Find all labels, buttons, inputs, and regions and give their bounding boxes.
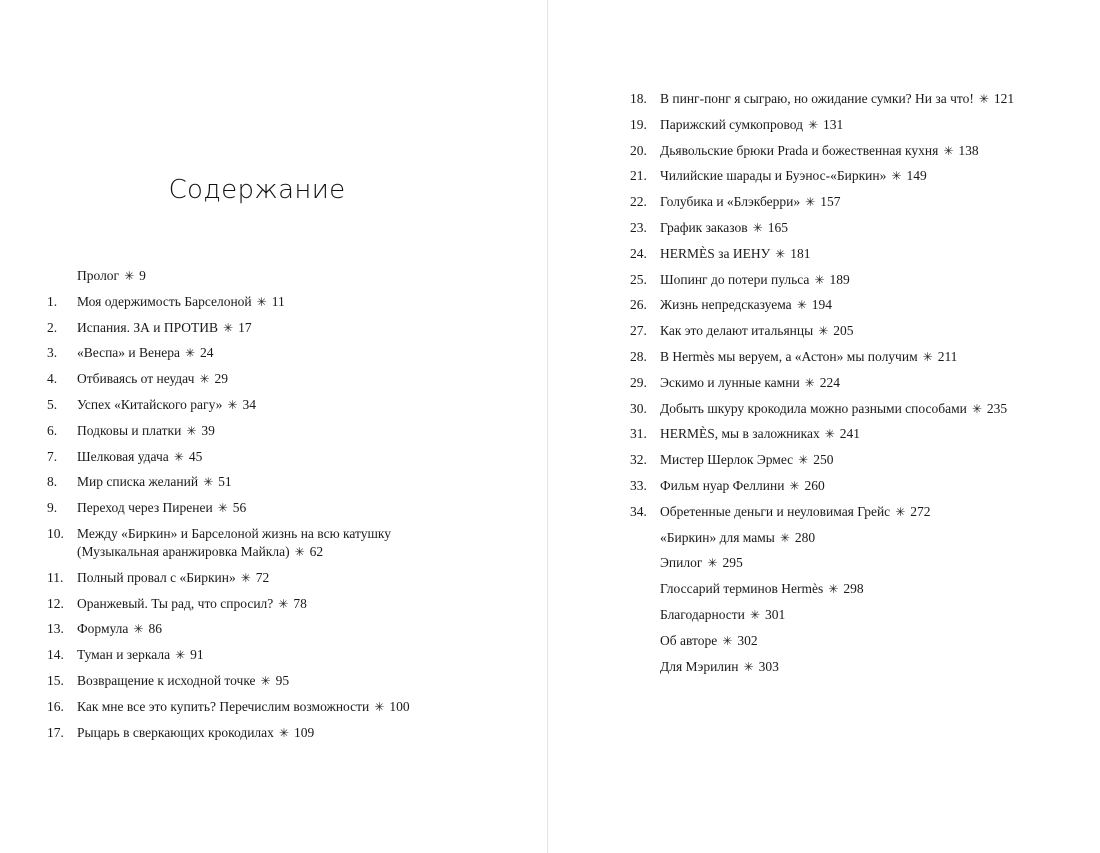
toc-entry (47, 646, 517, 672)
chapter-title-line: Как мне все это купить? Перечислим возможности (77, 698, 370, 714)
toc-entry (630, 167, 1090, 193)
chapter-title (77, 473, 517, 491)
chapter-title (77, 267, 517, 285)
chapter-title-line: Пролог (77, 268, 120, 283)
chapter-title-line: «Биркин» для мамы (660, 529, 775, 545)
chapter-title (77, 293, 517, 311)
asterisk-separator-icon: ✳ (175, 648, 186, 663)
chapter-title-line: Об авторе (660, 632, 718, 648)
asterisk-separator-icon: ✳ (278, 596, 289, 611)
chapter-number: 22. (630, 194, 647, 210)
page-number: 100 (389, 698, 410, 714)
chapter-title-line: Благодарности (660, 606, 745, 622)
page-number: 86 (148, 621, 162, 637)
asterisk-separator-icon: ✳ (203, 475, 214, 490)
toc-entry (630, 322, 1090, 348)
page-title: Содержание (168, 175, 346, 206)
toc-entry (47, 319, 517, 345)
chapter-title-line: График заказов (660, 219, 748, 235)
chapter-title-line: Оранжевый. Ты рад, что спросил? (77, 595, 274, 611)
chapter-title (660, 116, 1090, 134)
chapter-number: 11. (47, 569, 64, 585)
chapter-title (77, 620, 517, 638)
page-number: 165 (767, 219, 788, 235)
asterisk-separator-icon: ✳ (217, 501, 228, 516)
chapter-title (660, 90, 1090, 108)
page-number: 241 (839, 426, 861, 442)
chapter-number: 2. (47, 319, 58, 335)
page-number: 302 (737, 632, 758, 648)
chapter-title-line: Туман и зеркала (77, 647, 171, 663)
asterisk-separator-icon: ✳ (891, 169, 902, 184)
chapter-title-line: HERMÈS, мы в заложниках (660, 426, 820, 442)
chapter-title (660, 167, 1090, 185)
asterisk-separator-icon: ✳ (184, 346, 196, 361)
toc-entry (47, 672, 517, 698)
chapter-title (660, 219, 1090, 237)
page-number: 51 (218, 474, 232, 490)
toc-entry (630, 271, 1090, 297)
page-number: 235 (986, 400, 1008, 416)
page-gutter (547, 0, 548, 853)
toc-entry (47, 344, 517, 370)
chapter-title-line: Обретенные деньги и неуловимая Грейс (660, 503, 891, 519)
page-number: 56 (232, 500, 247, 516)
asterisk-separator-icon: ✳ (133, 622, 144, 637)
chapter-title-line: Подковы и платки (77, 422, 182, 438)
toc-entry (47, 293, 517, 319)
chapter-number: 20. (630, 142, 647, 158)
asterisk-separator-icon: ✳ (223, 320, 234, 335)
chapter-title-line: (Музыкальная аранжировка Майкла) (77, 543, 290, 559)
page-number: 211 (937, 348, 958, 364)
chapter-title-line: Добыть шкуру крокодила можно разными способами (660, 400, 967, 416)
page-number: 11 (271, 293, 285, 309)
toc-entry (630, 503, 1090, 529)
toc-entry (630, 296, 1090, 322)
asterisk-separator-icon: ✳ (818, 324, 829, 339)
page-number: 9 (139, 268, 146, 283)
chapter-title (660, 271, 1090, 289)
chapter-number: 9. (47, 500, 58, 516)
page-number: 303 (758, 658, 779, 674)
chapter-title (77, 344, 517, 362)
asterisk-separator-icon: ✳ (814, 272, 825, 287)
chapter-title (77, 448, 517, 466)
toc-entry (47, 473, 517, 499)
page-number: 24 (200, 345, 214, 361)
chapter-title-line: Моя одержимость Барселоной (77, 293, 252, 309)
asterisk-separator-icon: ✳ (374, 699, 385, 714)
chapter-title-line: Эскимо и лунные камни (660, 374, 800, 390)
chapter-title (77, 698, 517, 716)
chapter-number: 15. (47, 672, 64, 688)
chapter-title (77, 672, 517, 690)
asterisk-separator-icon: ✳ (943, 143, 954, 158)
chapter-number: 26. (630, 297, 647, 313)
asterisk-separator-icon: ✳ (227, 397, 238, 412)
chapter-number: 12. (47, 595, 64, 611)
page-number: 39 (201, 422, 215, 438)
toc-entry (47, 499, 517, 525)
chapter-title-line: Формула (77, 621, 129, 637)
asterisk-separator-icon: ✳ (971, 401, 982, 416)
chapter-number: 3. (47, 345, 58, 361)
chapter-title (77, 724, 517, 742)
chapter-title-line: «Веспа» и Венера (77, 345, 180, 361)
asterisk-separator-icon: ✳ (824, 427, 835, 442)
toc-entry (630, 658, 1090, 684)
toc-entry (47, 396, 517, 422)
chapter-number: 32. (630, 452, 647, 468)
chapter-title (660, 580, 1090, 598)
toc-entry (47, 267, 517, 293)
chapter-title (660, 348, 1090, 366)
chapter-title (660, 632, 1090, 650)
chapter-title (77, 422, 517, 440)
chapter-title-line: Глоссарий терминов Hermès (660, 581, 824, 597)
page-number: 109 (293, 724, 315, 740)
chapter-title-line: Шелковая удача (77, 448, 169, 464)
page-number: 72 (255, 569, 270, 585)
chapter-title-line: HERMÈS за ИЕНУ (660, 245, 771, 261)
toc-entry (630, 554, 1090, 580)
chapter-title (77, 525, 517, 561)
chapter-number: 25. (630, 271, 647, 287)
page-number: 301 (764, 606, 786, 622)
asterisk-separator-icon: ✳ (895, 504, 906, 519)
page-number: 205 (833, 323, 854, 339)
page-number: 250 (813, 452, 834, 468)
chapter-number: 34. (630, 503, 647, 519)
chapter-title-line: Как это делают итальянцы (660, 323, 814, 339)
asterisk-separator-icon: ✳ (278, 725, 289, 740)
asterisk-separator-icon: ✳ (789, 478, 800, 493)
asterisk-separator-icon: ✳ (707, 556, 718, 571)
chapter-title (660, 477, 1090, 495)
chapter-title-line: Успех «Китайского рагу» (77, 396, 223, 412)
chapter-title-line: Шопинг до потери пульса (660, 271, 810, 287)
chapter-title (77, 370, 517, 388)
page-number: 91 (190, 647, 204, 663)
page-number: 29 (214, 371, 228, 387)
asterisk-separator-icon: ✳ (796, 298, 807, 313)
chapter-title (660, 296, 1090, 314)
asterisk-separator-icon: ✳ (743, 659, 754, 674)
chapter-title-line: Жизнь непредсказуема (660, 297, 792, 313)
chapter-number: 8. (47, 474, 58, 490)
asterisk-separator-icon: ✳ (256, 294, 267, 309)
page-number: 45 (188, 448, 203, 464)
page-number: 189 (829, 271, 850, 287)
chapter-title (660, 529, 1090, 547)
chapter-title-line: Рыцарь в сверкающих крокодилах (77, 724, 274, 740)
chapter-title (660, 245, 1090, 263)
chapter-title-line: Отбиваясь от неудач (77, 371, 195, 387)
toc-entry (630, 90, 1090, 116)
chapter-number: 27. (630, 323, 647, 339)
chapter-number: 13. (47, 621, 64, 637)
toc-entry (630, 632, 1090, 658)
toc-entry (47, 448, 517, 474)
asterisk-separator-icon: ✳ (752, 220, 763, 235)
page-number: 131 (823, 116, 844, 132)
toc-entry (47, 698, 517, 724)
toc-entry (47, 595, 517, 621)
page-number: 34 (242, 396, 256, 412)
chapter-title (77, 646, 517, 664)
toc-entry (630, 193, 1090, 219)
toc-left-column (47, 267, 517, 749)
chapter-title (660, 554, 1090, 572)
chapter-number: 6. (47, 422, 58, 438)
chapter-number: 14. (47, 647, 64, 663)
asterisk-separator-icon: ✳ (722, 633, 733, 648)
page-number: 157 (820, 194, 841, 210)
toc-entry (47, 422, 517, 448)
page-number: 295 (722, 555, 743, 571)
toc-entry (630, 580, 1090, 606)
chapter-title (660, 374, 1090, 392)
chapter-number: 17. (47, 724, 64, 740)
chapter-title (660, 322, 1090, 340)
page-number: 194 (811, 297, 832, 313)
chapter-title-line: Мистер Шерлок Эрмес (660, 452, 794, 468)
toc-entry (630, 116, 1090, 142)
chapter-title-line: Между «Биркин» и Барселоной жизнь на всю катушку (77, 525, 392, 541)
chapter-title (77, 499, 517, 517)
toc-entry (630, 425, 1090, 451)
chapter-title (660, 606, 1090, 624)
page-number: 78 (293, 595, 307, 611)
asterisk-separator-icon: ✳ (779, 530, 790, 545)
chapter-number: 1. (47, 293, 58, 309)
chapter-number: 24. (630, 245, 647, 261)
chapter-title (660, 193, 1090, 211)
chapter-title-line: Возвращение к исходной точке (77, 672, 256, 688)
toc-entry (630, 374, 1090, 400)
chapter-number: 16. (47, 698, 64, 714)
asterisk-separator-icon: ✳ (805, 195, 816, 210)
page-number: 260 (804, 477, 825, 493)
toc-entry (630, 245, 1090, 271)
chapter-number: 31. (630, 426, 647, 442)
chapter-title (660, 658, 1090, 676)
chapter-number: 10. (47, 525, 64, 541)
page-number: 62 (309, 543, 324, 559)
chapter-number: 7. (47, 448, 58, 464)
page-number: 138 (958, 142, 979, 158)
chapter-number: 19. (630, 116, 647, 132)
chapter-title-line: Полный провал с «Биркин» (77, 569, 236, 585)
chapter-title-line: Эпилог (660, 555, 703, 571)
toc-entry (630, 348, 1090, 374)
asterisk-separator-icon: ✳ (124, 269, 135, 283)
toc-entry (47, 370, 517, 396)
page-number: 272 (910, 503, 931, 519)
asterisk-separator-icon: ✳ (173, 449, 184, 464)
toc-entry (630, 477, 1090, 503)
chapter-title-line: В пинг-понг я сыграю, но ожидание сумки? Ни за что! (660, 91, 974, 106)
toc-entry (47, 569, 517, 595)
chapter-title-line: Для Мэрилин (660, 658, 739, 674)
chapter-title (77, 569, 517, 587)
page-number: 17 (238, 319, 252, 335)
chapter-number: 21. (630, 168, 647, 184)
chapter-title (660, 142, 1090, 160)
asterisk-separator-icon: ✳ (807, 117, 819, 132)
toc-entry (47, 724, 517, 750)
chapter-title (77, 396, 517, 414)
asterisk-separator-icon: ✳ (199, 372, 210, 387)
chapter-title-line: Переход через Пиренеи (77, 500, 213, 516)
toc-entry (630, 400, 1090, 426)
chapter-title (77, 595, 517, 613)
asterisk-separator-icon: ✳ (798, 453, 809, 468)
chapter-title-line: Парижский сумкопровод (660, 116, 803, 132)
chapter-number: 33. (630, 477, 647, 493)
chapter-title-line: Голубика и «Блэкберри» (660, 194, 801, 210)
chapter-title-line: В Hermès мы веруем, а «Астон» мы получим (660, 348, 918, 364)
chapter-title (77, 319, 517, 337)
chapter-number: 28. (630, 348, 647, 364)
chapter-title (660, 400, 1090, 418)
chapter-number: 18. (630, 91, 647, 106)
toc-entry (630, 219, 1090, 245)
asterisk-separator-icon: ✳ (186, 423, 197, 438)
asterisk-separator-icon: ✳ (749, 607, 760, 622)
chapter-title (660, 503, 1090, 521)
chapter-title-line: Испания. ЗА и ПРОТИВ (77, 319, 219, 335)
page-number: 149 (906, 168, 927, 184)
toc-entry (630, 529, 1090, 555)
toc-entry (47, 620, 517, 646)
asterisk-separator-icon: ✳ (775, 246, 786, 261)
page-number: 95 (275, 672, 290, 688)
toc-entry (630, 142, 1090, 168)
chapter-title-line: Мир списка желаний (77, 474, 199, 490)
asterisk-separator-icon: ✳ (240, 570, 251, 585)
asterisk-separator-icon: ✳ (260, 673, 271, 688)
chapter-number: 5. (47, 396, 58, 412)
asterisk-separator-icon: ✳ (828, 582, 839, 597)
asterisk-separator-icon: ✳ (294, 544, 305, 559)
chapter-title-line: Дьявольские брюки Prada и божественная кухня (660, 142, 939, 158)
chapter-title (660, 425, 1090, 443)
page-number: 181 (790, 245, 811, 261)
chapter-number: 29. (630, 374, 647, 390)
asterisk-separator-icon: ✳ (804, 375, 815, 390)
toc-right-column (630, 90, 1090, 683)
toc-entry (630, 606, 1090, 632)
page-number: 121 (993, 91, 1015, 106)
page-number: 298 (843, 581, 864, 597)
chapter-number: 23. (630, 219, 647, 235)
toc-entry (630, 451, 1090, 477)
asterisk-separator-icon: ✳ (922, 349, 933, 364)
page-number: 224 (819, 374, 840, 390)
chapter-number: 4. (47, 371, 58, 387)
toc-entry (47, 525, 517, 569)
chapter-title-line: Фильм нуар Феллини (660, 477, 785, 493)
chapter-title (660, 451, 1090, 469)
asterisk-separator-icon: ✳ (978, 92, 989, 106)
chapter-number: 30. (630, 400, 647, 416)
page-number: 280 (794, 529, 816, 545)
chapter-title-line: Чилийские шарады и Буэнос-«Биркин» (660, 168, 887, 184)
